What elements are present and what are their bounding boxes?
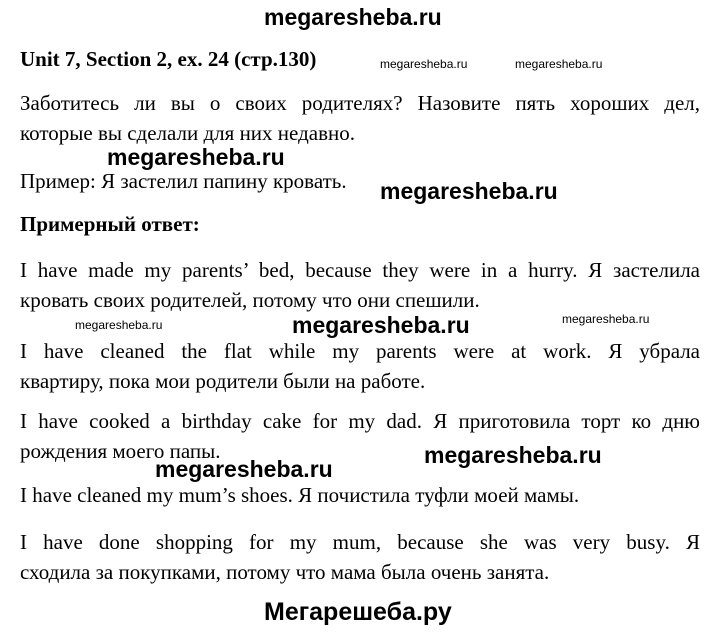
task-text bbox=[20, 88, 700, 148]
example-line: Пример: Я застелил папину кровать. bbox=[20, 169, 347, 193]
answer-line: I have cleaned the flat while my parents were at work. Я убрала bbox=[20, 339, 700, 363]
task-example bbox=[20, 166, 700, 196]
answer-line: I have cleaned my mum’s shoes. Я почистила туфли моей мамы. bbox=[20, 483, 580, 507]
task-line: Заботитесь ли вы о своих родителях? Назовите пять хороших дел, bbox=[20, 91, 700, 115]
watermark-big: megaresheba.ru bbox=[424, 442, 602, 468]
answer-line: I have made my parents’ bed, because they were in a hurry. Я застелила bbox=[20, 258, 700, 282]
watermark-big: megaresheba.ru bbox=[380, 178, 558, 204]
watermark-small: megaresheba.ru bbox=[562, 312, 650, 326]
watermark-big: megaresheba.ru bbox=[155, 456, 333, 482]
watermark-small: megaresheba.ru bbox=[75, 318, 163, 332]
footer-site-watermark: Мегарешеба.ру bbox=[264, 598, 452, 626]
answer-line: кровать своих родителей, потому что они спешили. bbox=[20, 288, 480, 312]
answer-item bbox=[20, 480, 700, 510]
answer-heading-text: Примерный ответ: bbox=[20, 212, 200, 236]
answer-heading bbox=[20, 209, 700, 239]
answer-line: I have done shopping for my mum, because she was very busy. Я bbox=[20, 530, 700, 554]
answer-item bbox=[20, 336, 700, 396]
answer-line: сходила за покупками, потому что мама была очень занята. bbox=[20, 560, 550, 584]
answer-line: I have cooked a birthday cake for my dad. Я приготовила торт ко дню bbox=[20, 409, 700, 433]
answer-item bbox=[20, 527, 700, 587]
watermark-big: megaresheba.ru bbox=[292, 312, 470, 338]
watermark-small: megaresheba.ru bbox=[380, 57, 468, 71]
answer-item bbox=[20, 255, 700, 315]
page-title: Unit 7, Section 2, ex. 24 (стр.130) bbox=[20, 47, 317, 71]
watermark-big: megaresheba.ru bbox=[107, 144, 285, 170]
answer-line: рождения моего папы. bbox=[20, 439, 221, 463]
watermark-small: megaresheba.ru bbox=[515, 57, 603, 71]
answer-line: квартиру, пока мои родители были на работе. bbox=[20, 369, 426, 393]
header-site-watermark: megaresheba.ru bbox=[264, 4, 442, 30]
task-line: которые вы сделали для них недавно. bbox=[20, 121, 355, 145]
